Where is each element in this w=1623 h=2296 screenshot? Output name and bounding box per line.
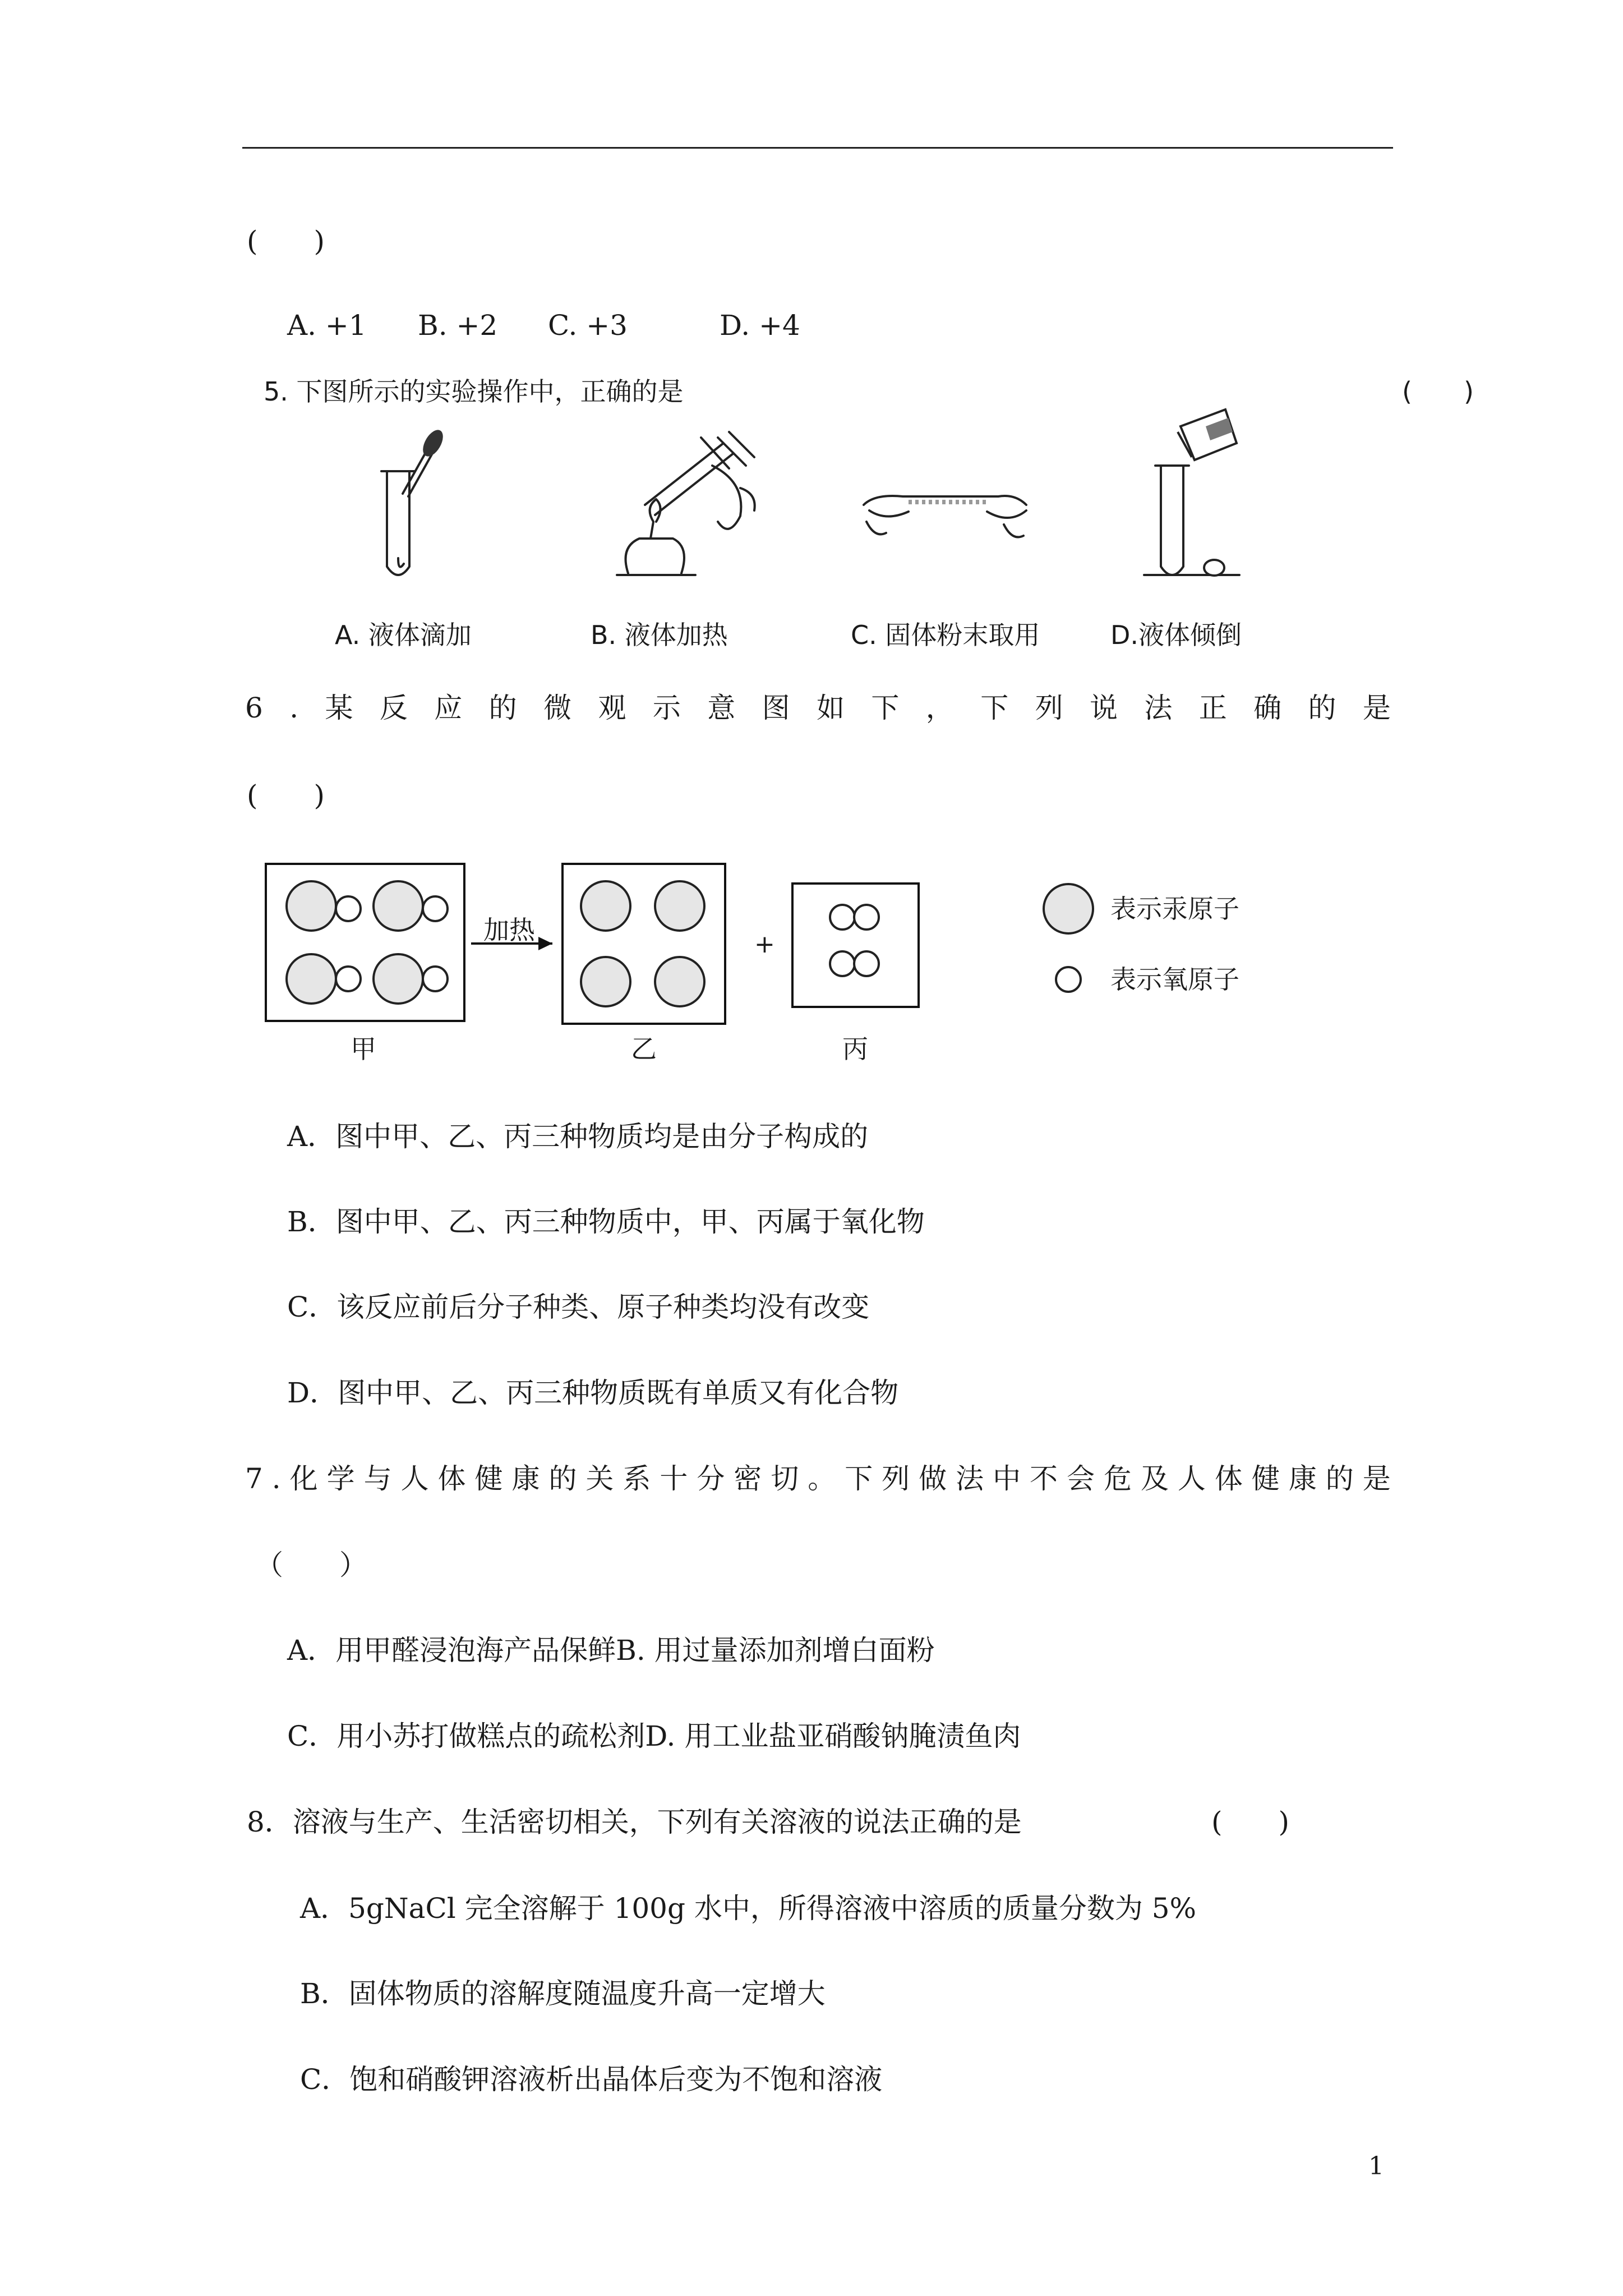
- q8-option-a: A．5gNaCl 完全溶解于 100g 水中，所得溶液中溶质的质量分数为 5%: [300, 1892, 1197, 1925]
- q7-stem-char: 健: [474, 1462, 503, 1495]
- q7-stem-char: 中: [993, 1462, 1021, 1495]
- page-number: 1: [1368, 2152, 1384, 2180]
- q6-stem-char: 如: [817, 692, 845, 724]
- q4-option-d: D. +4: [720, 309, 800, 342]
- q7-stem-char: 化: [289, 1462, 318, 1495]
- q4-option-b: B. +2: [418, 309, 498, 342]
- q7-stem-char: 与: [363, 1462, 392, 1495]
- q7-stem-char: 密: [734, 1462, 762, 1495]
- q6-stem-char: 示: [652, 692, 681, 724]
- q8-option-b: B．固体物质的溶解度随温度升高一定增大: [300, 1977, 826, 2010]
- q7-stem-char: 系: [623, 1462, 651, 1495]
- q6-option-b: B．图中甲、乙、丙三种物质中，甲、丙属于氧化物: [287, 1205, 925, 1238]
- q6-option-c: C．该反应前后分子种类、原子种类均没有改变: [287, 1291, 870, 1323]
- q7-stem-char: 及: [1140, 1462, 1169, 1495]
- q7-option-ab: A．用甲醛浸泡海产品保鲜B. 用过量添加剂增白面粉: [287, 1634, 935, 1667]
- legend-oxygen-atom: 表示氧原子: [1110, 964, 1239, 995]
- q6-stem-char: 反: [379, 692, 408, 724]
- q7-stem: [245, 1462, 1391, 1496]
- q6-option-a: A．图中甲、乙、丙三种物质均是由分子构成的: [287, 1120, 869, 1153]
- q5-caption-d: D.液体倾倒: [1110, 620, 1242, 650]
- q7-stem-char: 分: [697, 1462, 725, 1495]
- box-label-jia: 甲: [351, 1034, 376, 1064]
- q7-stem-char: .: [271, 1462, 281, 1495]
- reaction-condition-label: 加热: [483, 915, 535, 945]
- oxygen-atom-legend-symbol: [1056, 967, 1081, 992]
- q6-stem-char: 列: [1035, 692, 1063, 724]
- q7-stem-char: 健: [1251, 1462, 1280, 1495]
- q6-stem-char: 的: [488, 692, 517, 724]
- q6-stem-char: 某: [325, 692, 353, 724]
- q4-option-c: C. +3: [548, 309, 628, 342]
- q6-stem-char: 下: [980, 692, 1009, 724]
- q8-answer-bracket: ( ): [1211, 1806, 1290, 1838]
- q7-option-cd: C．用小苏打做糕点的疏松剂D. 用工业盐亚硝酸钠腌渍鱼肉: [287, 1720, 1021, 1752]
- q4-option-a: A. +1: [287, 309, 367, 342]
- q7-stem-char: 体: [1214, 1462, 1243, 1495]
- q6-stem-char: 下: [871, 692, 900, 724]
- q5-caption-c: C. 固体粉末取用: [851, 620, 1040, 650]
- q8-option-c: C．饱和硝酸钾溶液析出晶体后变为不饱和溶液: [300, 2063, 883, 2096]
- q7-stem-char: 体: [437, 1462, 466, 1495]
- solid-powder-illustration: [864, 496, 1026, 537]
- q7-stem-char: 下: [845, 1462, 873, 1495]
- box-yi: [562, 864, 725, 1024]
- q6-option-d: D．图中甲、乙、丙三种物质既有单质又有化合物: [287, 1377, 899, 1409]
- liquid-pouring-illustration: [1144, 409, 1239, 576]
- q5-caption-a: A. 液体滴加: [335, 620, 472, 650]
- q6-answer-bracket: ( ): [247, 779, 325, 812]
- q6-stem-char: 的: [1308, 692, 1336, 724]
- plus-sign: +: [754, 930, 775, 959]
- q7-stem-char: 是: [1362, 1462, 1391, 1495]
- q7-answer-bracket: （ ）: [255, 1549, 367, 1581]
- reaction-microscopic-diagram: [0, 841, 1623, 1077]
- q6-stem-char: 6: [245, 692, 263, 724]
- q7-stem-char: 康: [511, 1462, 540, 1495]
- box-label-bing: 丙: [842, 1034, 868, 1064]
- q6-stem-char: 图: [762, 692, 790, 724]
- lab-operations-figure: [0, 0, 1623, 617]
- q6-stem-char: 微: [543, 692, 572, 724]
- q7-stem-char: 的: [548, 1462, 577, 1495]
- q5-answer-bracket: ( ): [1402, 376, 1474, 407]
- q7-stem-char: 危: [1103, 1462, 1132, 1495]
- q6-stem-char: 应: [434, 692, 463, 724]
- dropper-test-tube-illustration: [381, 426, 447, 575]
- q8-stem: 8．溶液与生产、生活密切相关，下列有关溶液的说法正确的是: [247, 1806, 1022, 1838]
- q6-stem-char: .: [289, 692, 299, 724]
- q7-stem-char: 切: [771, 1462, 799, 1495]
- q7-stem-char: 的: [1325, 1462, 1354, 1495]
- q7-stem-char: 列: [882, 1462, 910, 1495]
- q7-stem-char: 法: [956, 1462, 984, 1495]
- q7-stem-char: 关: [585, 1462, 614, 1495]
- q5-caption-b: B. 液体加热: [591, 620, 728, 650]
- q7-stem-char: 会: [1067, 1462, 1095, 1495]
- q6-stem-char: 说: [1089, 692, 1118, 724]
- q7-stem-char: 人: [1177, 1462, 1206, 1495]
- q7-stem-char: 学: [326, 1462, 355, 1495]
- liquid-heating-illustration: [617, 432, 755, 575]
- box-bing: [792, 884, 919, 1007]
- q7-stem-char: 十: [660, 1462, 688, 1495]
- legend-mercury-atom: 表示汞原子: [1110, 894, 1239, 924]
- q5-stem: 5. 下图所示的实验操作中，正确的是: [264, 376, 684, 407]
- q7-stem-char: 康: [1288, 1462, 1317, 1495]
- box-label-yi: 乙: [631, 1034, 657, 1064]
- q6-stem-char: ，: [925, 692, 954, 724]
- q7-stem-char: 做: [919, 1462, 947, 1495]
- q6-stem-char: 是: [1362, 692, 1391, 724]
- q7-stem-char: 不: [1030, 1462, 1058, 1495]
- q6-stem-char: 意: [707, 692, 736, 724]
- q7-stem-char: 。: [808, 1462, 836, 1495]
- mercury-atom-legend-symbol: [1044, 884, 1093, 933]
- q7-stem-char: 人: [400, 1462, 429, 1495]
- q6-stem-char: 正: [1198, 692, 1227, 724]
- q6-stem: [245, 691, 1391, 725]
- q6-stem-char: 观: [598, 692, 626, 724]
- q6-stem-char: 法: [1144, 692, 1173, 724]
- q6-stem-char: 确: [1253, 692, 1282, 724]
- q4-answer-bracket: ( ): [247, 225, 325, 257]
- q7-stem-char: 7: [245, 1462, 263, 1495]
